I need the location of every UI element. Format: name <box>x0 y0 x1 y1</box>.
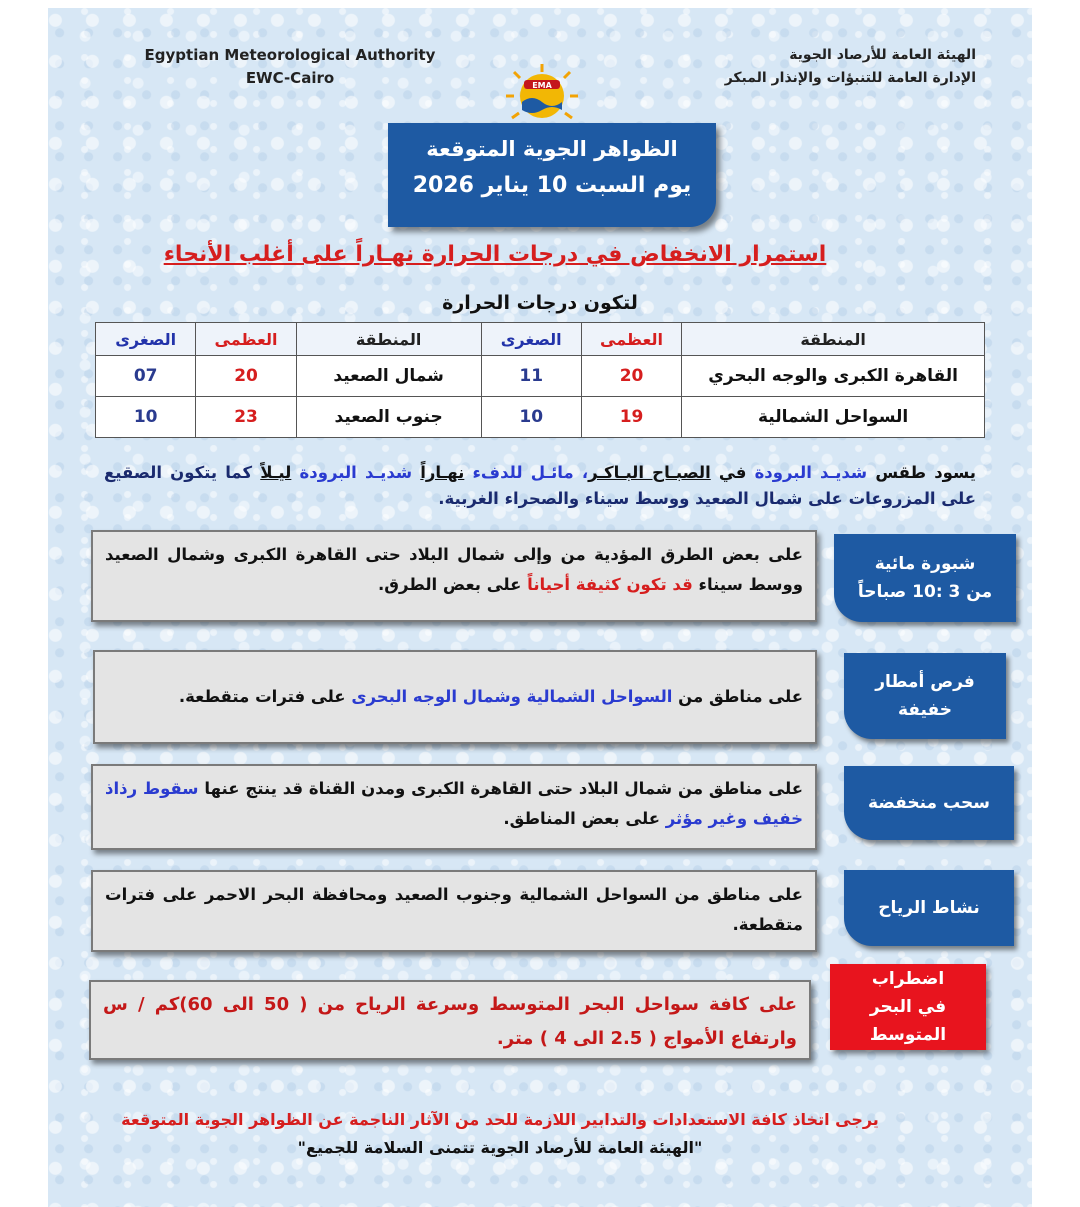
clouds-text-end: على بعض المناطق. <box>503 809 661 828</box>
fog-tag <box>834 534 1016 622</box>
sea-text: على كافة سواحل البحر المتوسط وسرعة الرياح من ( 50 الى 60)كم / س وارتفاع الأمواج ( 2.5 الى 4 ) متر. <box>103 994 797 1049</box>
cell-region: جنوب الصعيد <box>296 397 481 438</box>
cell-max: 19 <box>581 397 681 438</box>
table-row <box>96 397 985 438</box>
summary-part: شديـد البرودة <box>754 463 868 482</box>
fog-text-end: على بعض الطرق. <box>377 575 522 594</box>
fog-details-box <box>91 530 817 622</box>
clouds-tag-line1: سحب منخفضة <box>868 793 990 813</box>
weather-summary <box>104 460 976 512</box>
cell-max: 20 <box>196 356 296 397</box>
header-english <box>110 44 470 90</box>
bulletin-sheet <box>48 8 1032 1207</box>
col-region-b: المنطقة <box>296 323 481 356</box>
fog-highlight: قد تكون كثيفة أحياناً <box>527 575 693 594</box>
rain-details-box <box>93 650 817 744</box>
col-region-a: المنطقة <box>682 323 985 356</box>
cell-min: 10 <box>481 397 581 438</box>
cell-max: 23 <box>196 397 296 438</box>
ema-sun-logo-icon <box>500 60 584 128</box>
cell-min: 07 <box>96 356 196 397</box>
rain-tag-line2: خفيفة <box>898 700 952 720</box>
col-min-b: الصغرى <box>96 323 196 356</box>
header-ar-line2: الإدارة العامة للتنبؤات والإنذار المبكر <box>724 70 976 86</box>
summary-part: في <box>718 463 747 482</box>
summary-part: ليـلاً <box>260 463 292 482</box>
fog-tag-line1: شبورة مائية <box>874 554 976 574</box>
table-header-row <box>96 323 985 356</box>
header-en-line2: EWC-Cairo <box>245 69 335 87</box>
summary-part: الصبـاح البـاكـر <box>588 463 711 482</box>
summary-part: ، مائـل للدفء <box>472 463 589 482</box>
sea-warning-tag <box>830 964 986 1050</box>
sea-tag-line1: اضطراب <box>871 969 945 989</box>
summary-part: نهـاراً <box>420 463 465 482</box>
wind-text: على مناطق من السواحل الشمالية وجنوب الصعيد ومحافظة البحر الاحمر على فترات متقطعة. <box>105 885 803 934</box>
header-ar-line1: الهيئة العامة للأرصاد الجوية <box>789 47 976 63</box>
cell-region: شمال الصعيد <box>296 356 481 397</box>
cell-region: السواحل الشمالية <box>682 397 985 438</box>
temps-caption: لتكون درجات الحرارة <box>442 292 638 314</box>
rain-tag <box>844 653 1006 739</box>
fog-tag-line2: من 3 :10 صباحاً <box>857 582 993 602</box>
cell-min: 10 <box>96 397 196 438</box>
wind-tag-line1: نشاط الرياح <box>878 898 980 918</box>
footer-signoff: "الهيئة العامة للأرصاد الجوية تتمنى السلامة للجميع" <box>297 1138 703 1157</box>
fog-text: على بعض الطرق المؤدية من وإلى شمال البلاد حتى القاهرة الكبرى وشمال الصعيد ووسط سيناء <box>105 545 803 594</box>
cell-min: 11 <box>481 356 581 397</box>
wind-details-box <box>91 870 817 952</box>
footer-advice: يرجى اتخاذ كافة الاستعدادات والتدابير اللازمة للحد من الآثار الناجمة عن الظواهر الجوية المتوقعة <box>121 1110 879 1129</box>
summary-part: شديـد البرودة <box>299 463 413 482</box>
sea-tag-line2: في البحر المتوسط <box>869 997 947 1045</box>
title-date: يوم السبت 10 يناير 2026 <box>412 173 692 198</box>
cell-region: القاهرة الكبرى والوجه البحري <box>682 356 985 397</box>
sea-details-box <box>89 980 811 1060</box>
title-line1: الظواهر الجوية المتوقعة <box>426 137 678 161</box>
title-box <box>388 123 716 227</box>
clouds-details-box <box>91 764 817 850</box>
rain-text: على مناطق من <box>678 687 803 706</box>
rain-text-end: على فترات متقطعة. <box>178 687 346 706</box>
temperature-table <box>95 322 985 438</box>
table-row <box>96 356 985 397</box>
col-max-a: العظمى <box>581 323 681 356</box>
headline: استمرار الانخفاض في درجات الحرارة نهـاراً على أغلب الأنحاء <box>163 242 827 267</box>
cell-max: 20 <box>581 356 681 397</box>
clouds-tag <box>844 766 1014 840</box>
summary-part: كما يتكون الصقيع على المزروعات على شمال الصعيد ووسط سيناء والصحراء الغربية. <box>104 463 976 508</box>
col-min-a: الصغرى <box>481 323 581 356</box>
header-arabic <box>640 44 976 90</box>
rain-highlight: السواحل الشمالية وشمال الوجه البحرى <box>351 687 673 706</box>
rain-tag-line1: فرص أمطار <box>875 672 975 692</box>
footer <box>100 1106 900 1162</box>
col-max-b: العظمى <box>196 323 296 356</box>
wind-tag <box>844 870 1014 946</box>
logo-text: EMA <box>532 81 552 90</box>
header-en-line1: Egyptian Meteorological Authority <box>144 46 436 64</box>
clouds-text: على مناطق من شمال البلاد حتى القاهرة الكبرى ومدن القناة قد ينتج عنها <box>204 779 804 798</box>
clouds-highlight: سقوط رذاذ خفيف وغير مؤثر <box>105 779 803 828</box>
summary-part: يسود طقس <box>875 463 976 482</box>
